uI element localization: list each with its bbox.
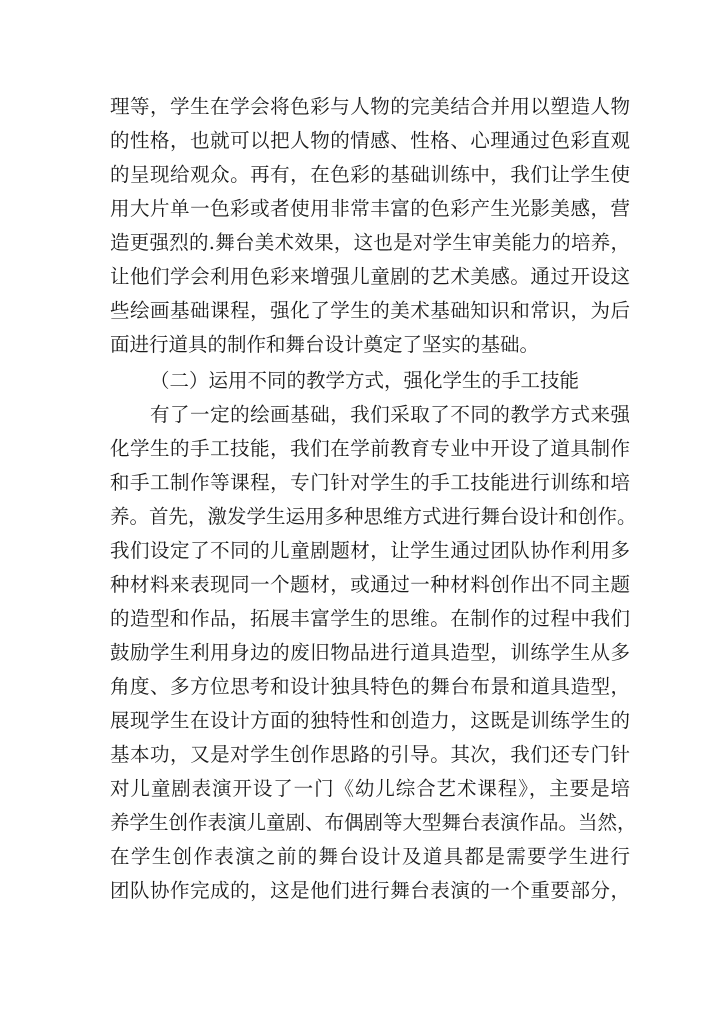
paragraph-1-line-5: 造更强烈的.舞台美术效果，这也是对学生审美能力的培养， xyxy=(110,231,630,254)
paragraph-1-line-7: 些绘画基础课程，强化了学生的美术基础知识和常识，为后 xyxy=(110,299,630,322)
paragraph-2-line-3: 和手工制作等课程，专门针对学生的手工技能进行训练和培 xyxy=(110,471,630,494)
paragraph-2-line-12: 对儿童剧表演开设了一门《幼儿综合艺术课程》，主要是培 xyxy=(110,777,630,800)
paragraph-2-line-8: 鼓励学生利用身边的废旧物品进行道具造型，训练学生从多 xyxy=(110,641,630,664)
paragraph-2-line-7: 的造型和作品，拓展丰富学生的思维。在制作的过程中我们 xyxy=(110,607,630,630)
paragraph-1-line-3: 的呈现给观众。再有，在色彩的基础训练中，我们让学生使 xyxy=(110,163,630,186)
paragraph-2-line-9: 角度、多方位思考和设计独具特色的舞台布景和道具造型， xyxy=(110,675,630,698)
paragraph-1-line-8: 面进行道具的制作和舞台设计奠定了坚实的基础。 xyxy=(110,333,540,356)
paragraph-1-line-4: 用大片单一色彩或者使用非常丰富的色彩产生光影美感，营 xyxy=(110,197,630,220)
paragraph-1-line-1: 理等，学生在学会将色彩与人物的完美结合并用以塑造人物 xyxy=(110,95,630,118)
paragraph-2-line-1: 有了一定的绘画基础，我们采取了不同的教学方式来强 xyxy=(150,403,630,426)
paragraph-2-line-13: 养学生创作表演儿童剧、布偶剧等大型舞台表演作品。当然， xyxy=(110,811,637,834)
paragraph-2-line-14: 在学生创作表演之前的舞台设计及道具都是需要学生进行 xyxy=(110,845,630,868)
paragraph-2-line-5: 我们设定了不同的儿童剧题材，让学生通过团队协作利用多 xyxy=(110,539,630,562)
paragraph-1-line-2: 的性格，也就可以把人物的情感、性格、心理通过色彩直观 xyxy=(110,129,630,152)
paragraph-2-line-10: 展现学生在设计方面的独特性和创造力，这既是训练学生的 xyxy=(110,709,630,732)
paragraph-2-line-11: 基本功，又是对学生创作思路的引导。其次，我们还专门针 xyxy=(110,743,630,766)
section-heading: （二）运用不同的教学方式，强化学生的手工技能 xyxy=(150,369,580,392)
paragraph-2-line-6: 种材料来表现同一个题材，或通过一种材料创作出不同主题 xyxy=(110,573,630,596)
paragraph-2-line-2: 化学生的手工技能，我们在学前教育专业中开设了道具制作 xyxy=(110,437,630,460)
paragraph-2-line-15: 团队协作完成的，这是他们进行舞台表演的一个重要部分， xyxy=(110,879,630,902)
paragraph-2-line-4: 养。首先，激发学生运用多种思维方式进行舞台设计和创作。 xyxy=(110,505,637,528)
paragraph-1-line-6: 让他们学会利用色彩来增强儿童剧的艺术美感。通过开设这 xyxy=(110,265,630,288)
